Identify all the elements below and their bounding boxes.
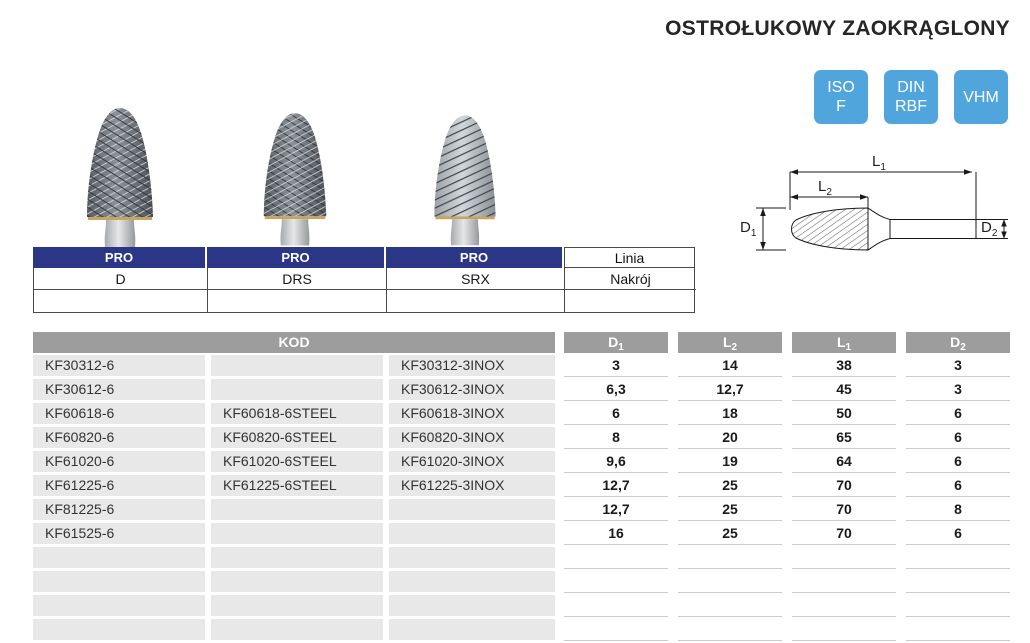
badge-iso-f bbox=[814, 70, 868, 124]
value-cell bbox=[792, 571, 896, 593]
value-cell: 6 bbox=[906, 403, 1010, 425]
badge-line: RBF bbox=[895, 98, 927, 115]
code-cell bbox=[211, 547, 383, 568]
value-cell: 19 bbox=[678, 451, 782, 473]
code-cell: KF30612-3INOX bbox=[389, 379, 555, 400]
pro-cell-nakroj: Nakrój bbox=[565, 268, 696, 290]
code-cell bbox=[389, 571, 555, 592]
code-cell: KF60820-3INOX bbox=[389, 427, 555, 448]
value-cell bbox=[906, 619, 1010, 641]
code-cell bbox=[33, 595, 205, 616]
code-cell: KF81225-6 bbox=[33, 499, 205, 520]
dim-header-l1: $L_1$ bbox=[792, 332, 896, 353]
code-cell: KF60618-3INOX bbox=[389, 403, 555, 424]
gold-ring bbox=[88, 217, 152, 220]
value-cell bbox=[678, 547, 782, 569]
pro-header-row bbox=[33, 247, 695, 268]
pro-cell-srx: SRX bbox=[387, 268, 565, 290]
code-cell bbox=[389, 499, 555, 520]
code-cell: KF30312-6 bbox=[33, 355, 205, 376]
product-image-burr-drs bbox=[243, 106, 347, 248]
value-cell: 9,6 bbox=[564, 451, 668, 473]
code-cell: KF61020-3INOX bbox=[389, 451, 555, 472]
code-cell: KF60618-6 bbox=[33, 403, 205, 424]
code-cell: KF61225-6 bbox=[33, 475, 205, 496]
value-cell bbox=[678, 619, 782, 641]
code-cell bbox=[33, 619, 205, 640]
value-cell: 8 bbox=[906, 499, 1010, 521]
table-row bbox=[33, 619, 1010, 641]
value-cell bbox=[906, 547, 1010, 569]
table-row bbox=[33, 571, 1010, 593]
dim-label-l1: $L_1$ bbox=[872, 153, 886, 173]
value-cell bbox=[792, 619, 896, 641]
value-cell: 25 bbox=[678, 523, 782, 545]
code-cell: KF60618-6STEEL bbox=[211, 403, 383, 424]
code-cell bbox=[211, 379, 383, 400]
code-cell bbox=[211, 499, 383, 520]
dim-header-d1: $D_1$ bbox=[564, 332, 668, 353]
code-cell: KF61020-6STEEL bbox=[211, 451, 383, 472]
table-row bbox=[33, 379, 1010, 401]
pro-body bbox=[33, 268, 695, 313]
value-cell: 3 bbox=[906, 355, 1010, 377]
value-cell: 70 bbox=[792, 499, 896, 521]
value-cell bbox=[906, 571, 1010, 593]
pro-header-d: PRO bbox=[33, 247, 207, 268]
value-cell bbox=[678, 595, 782, 617]
value-cell: 18 bbox=[678, 403, 782, 425]
gold-ring bbox=[265, 216, 326, 219]
value-cell bbox=[564, 595, 668, 617]
value-cell: 12,7 bbox=[678, 379, 782, 401]
badge-group bbox=[814, 70, 1008, 124]
table-row bbox=[33, 355, 1010, 377]
value-cell: 25 bbox=[678, 475, 782, 497]
value-cell: 12,7 bbox=[564, 475, 668, 497]
dim-label-l2: $L_2$ bbox=[818, 178, 832, 198]
dim-label-d1: $D_1$ bbox=[740, 219, 757, 239]
code-cell bbox=[211, 355, 383, 376]
table-row bbox=[33, 427, 1010, 449]
gold-ring bbox=[435, 216, 494, 219]
code-cell bbox=[389, 523, 555, 544]
code-cell: KF61020-6 bbox=[33, 451, 205, 472]
code-cell bbox=[211, 619, 383, 640]
value-cell bbox=[564, 619, 668, 641]
value-cell: 3 bbox=[564, 355, 668, 377]
kod-table bbox=[33, 332, 1010, 643]
pro-cell-empty bbox=[34, 290, 208, 312]
table-row bbox=[33, 547, 1010, 569]
code-cell bbox=[389, 547, 555, 568]
badge-line: ISO bbox=[827, 79, 855, 96]
badge-line: DIN bbox=[897, 79, 925, 96]
badge-line: VHM bbox=[963, 88, 999, 106]
code-cell bbox=[211, 523, 383, 544]
value-cell bbox=[792, 547, 896, 569]
code-cell: KF60820-6 bbox=[33, 427, 205, 448]
code-cell: KF30612-6 bbox=[33, 379, 205, 400]
value-cell bbox=[564, 571, 668, 593]
code-cell: KF61225-3INOX bbox=[389, 475, 555, 496]
pro-header-srx: PRO bbox=[386, 247, 564, 268]
value-cell: 12,7 bbox=[564, 499, 668, 521]
value-cell: 20 bbox=[678, 427, 782, 449]
pro-cell-d: D bbox=[34, 268, 208, 290]
code-cell bbox=[211, 571, 383, 592]
code-cell bbox=[389, 595, 555, 616]
table-row bbox=[33, 499, 1010, 521]
value-cell: 3 bbox=[906, 379, 1010, 401]
code-cell: KF61525-6 bbox=[33, 523, 205, 544]
value-cell: 65 bbox=[792, 427, 896, 449]
linia-header: Linia bbox=[564, 247, 695, 268]
value-cell: 70 bbox=[792, 475, 896, 497]
value-cell: 45 bbox=[792, 379, 896, 401]
table-row bbox=[33, 523, 1010, 545]
dim-label-d2: $D_2$ bbox=[981, 219, 998, 239]
table-row bbox=[33, 403, 1010, 425]
code-cell: KF61225-6STEEL bbox=[211, 475, 383, 496]
value-cell bbox=[678, 571, 782, 593]
code-cell bbox=[33, 547, 205, 568]
value-cell bbox=[792, 595, 896, 617]
pro-cell-empty bbox=[208, 290, 387, 312]
kod-header-row bbox=[33, 332, 1010, 353]
value-cell: 8 bbox=[564, 427, 668, 449]
kod-header: KOD bbox=[33, 332, 555, 353]
page-title: OSTROŁUKOWY ZAOKRĄGLONY bbox=[665, 17, 1010, 40]
value-cell: 6 bbox=[906, 451, 1010, 473]
value-cell: 6,3 bbox=[564, 379, 668, 401]
badge-din-rbf bbox=[884, 70, 938, 124]
code-cell bbox=[211, 595, 383, 616]
dim-header-l2: $L_2$ bbox=[678, 332, 782, 353]
badge-line: F bbox=[836, 98, 846, 115]
value-cell: 64 bbox=[792, 451, 896, 473]
value-cell bbox=[564, 547, 668, 569]
code-cell bbox=[33, 571, 205, 592]
kod-rows bbox=[33, 355, 1010, 641]
pro-cell-empty bbox=[565, 290, 696, 312]
value-cell: 70 bbox=[792, 523, 896, 545]
pro-table bbox=[33, 247, 695, 313]
value-cell: 50 bbox=[792, 403, 896, 425]
pro-header-drs: PRO bbox=[207, 247, 386, 268]
value-cell: 6 bbox=[906, 475, 1010, 497]
table-row bbox=[33, 475, 1010, 497]
code-cell: KF30312-3INOX bbox=[389, 355, 555, 376]
badge-vhm bbox=[954, 70, 1008, 124]
value-cell bbox=[906, 595, 1010, 617]
value-cell: 25 bbox=[678, 499, 782, 521]
value-cell: 14 bbox=[678, 355, 782, 377]
code-cell: KF60820-6STEEL bbox=[211, 427, 383, 448]
dim-header-d2: $D_2$ bbox=[906, 332, 1010, 353]
value-cell: 6 bbox=[564, 403, 668, 425]
value-cell: 6 bbox=[906, 427, 1010, 449]
code-cell bbox=[389, 619, 555, 640]
product-image-burr-srx bbox=[414, 108, 516, 248]
dimension-diagram bbox=[738, 150, 1026, 260]
value-cell: 38 bbox=[792, 355, 896, 377]
value-cell: 16 bbox=[564, 523, 668, 545]
pro-cell-drs: DRS bbox=[208, 268, 387, 290]
product-image-burr-d bbox=[64, 103, 176, 248]
table-row bbox=[33, 595, 1010, 617]
pro-cell-empty bbox=[387, 290, 565, 312]
value-cell: 6 bbox=[906, 523, 1010, 545]
table-row bbox=[33, 451, 1010, 473]
